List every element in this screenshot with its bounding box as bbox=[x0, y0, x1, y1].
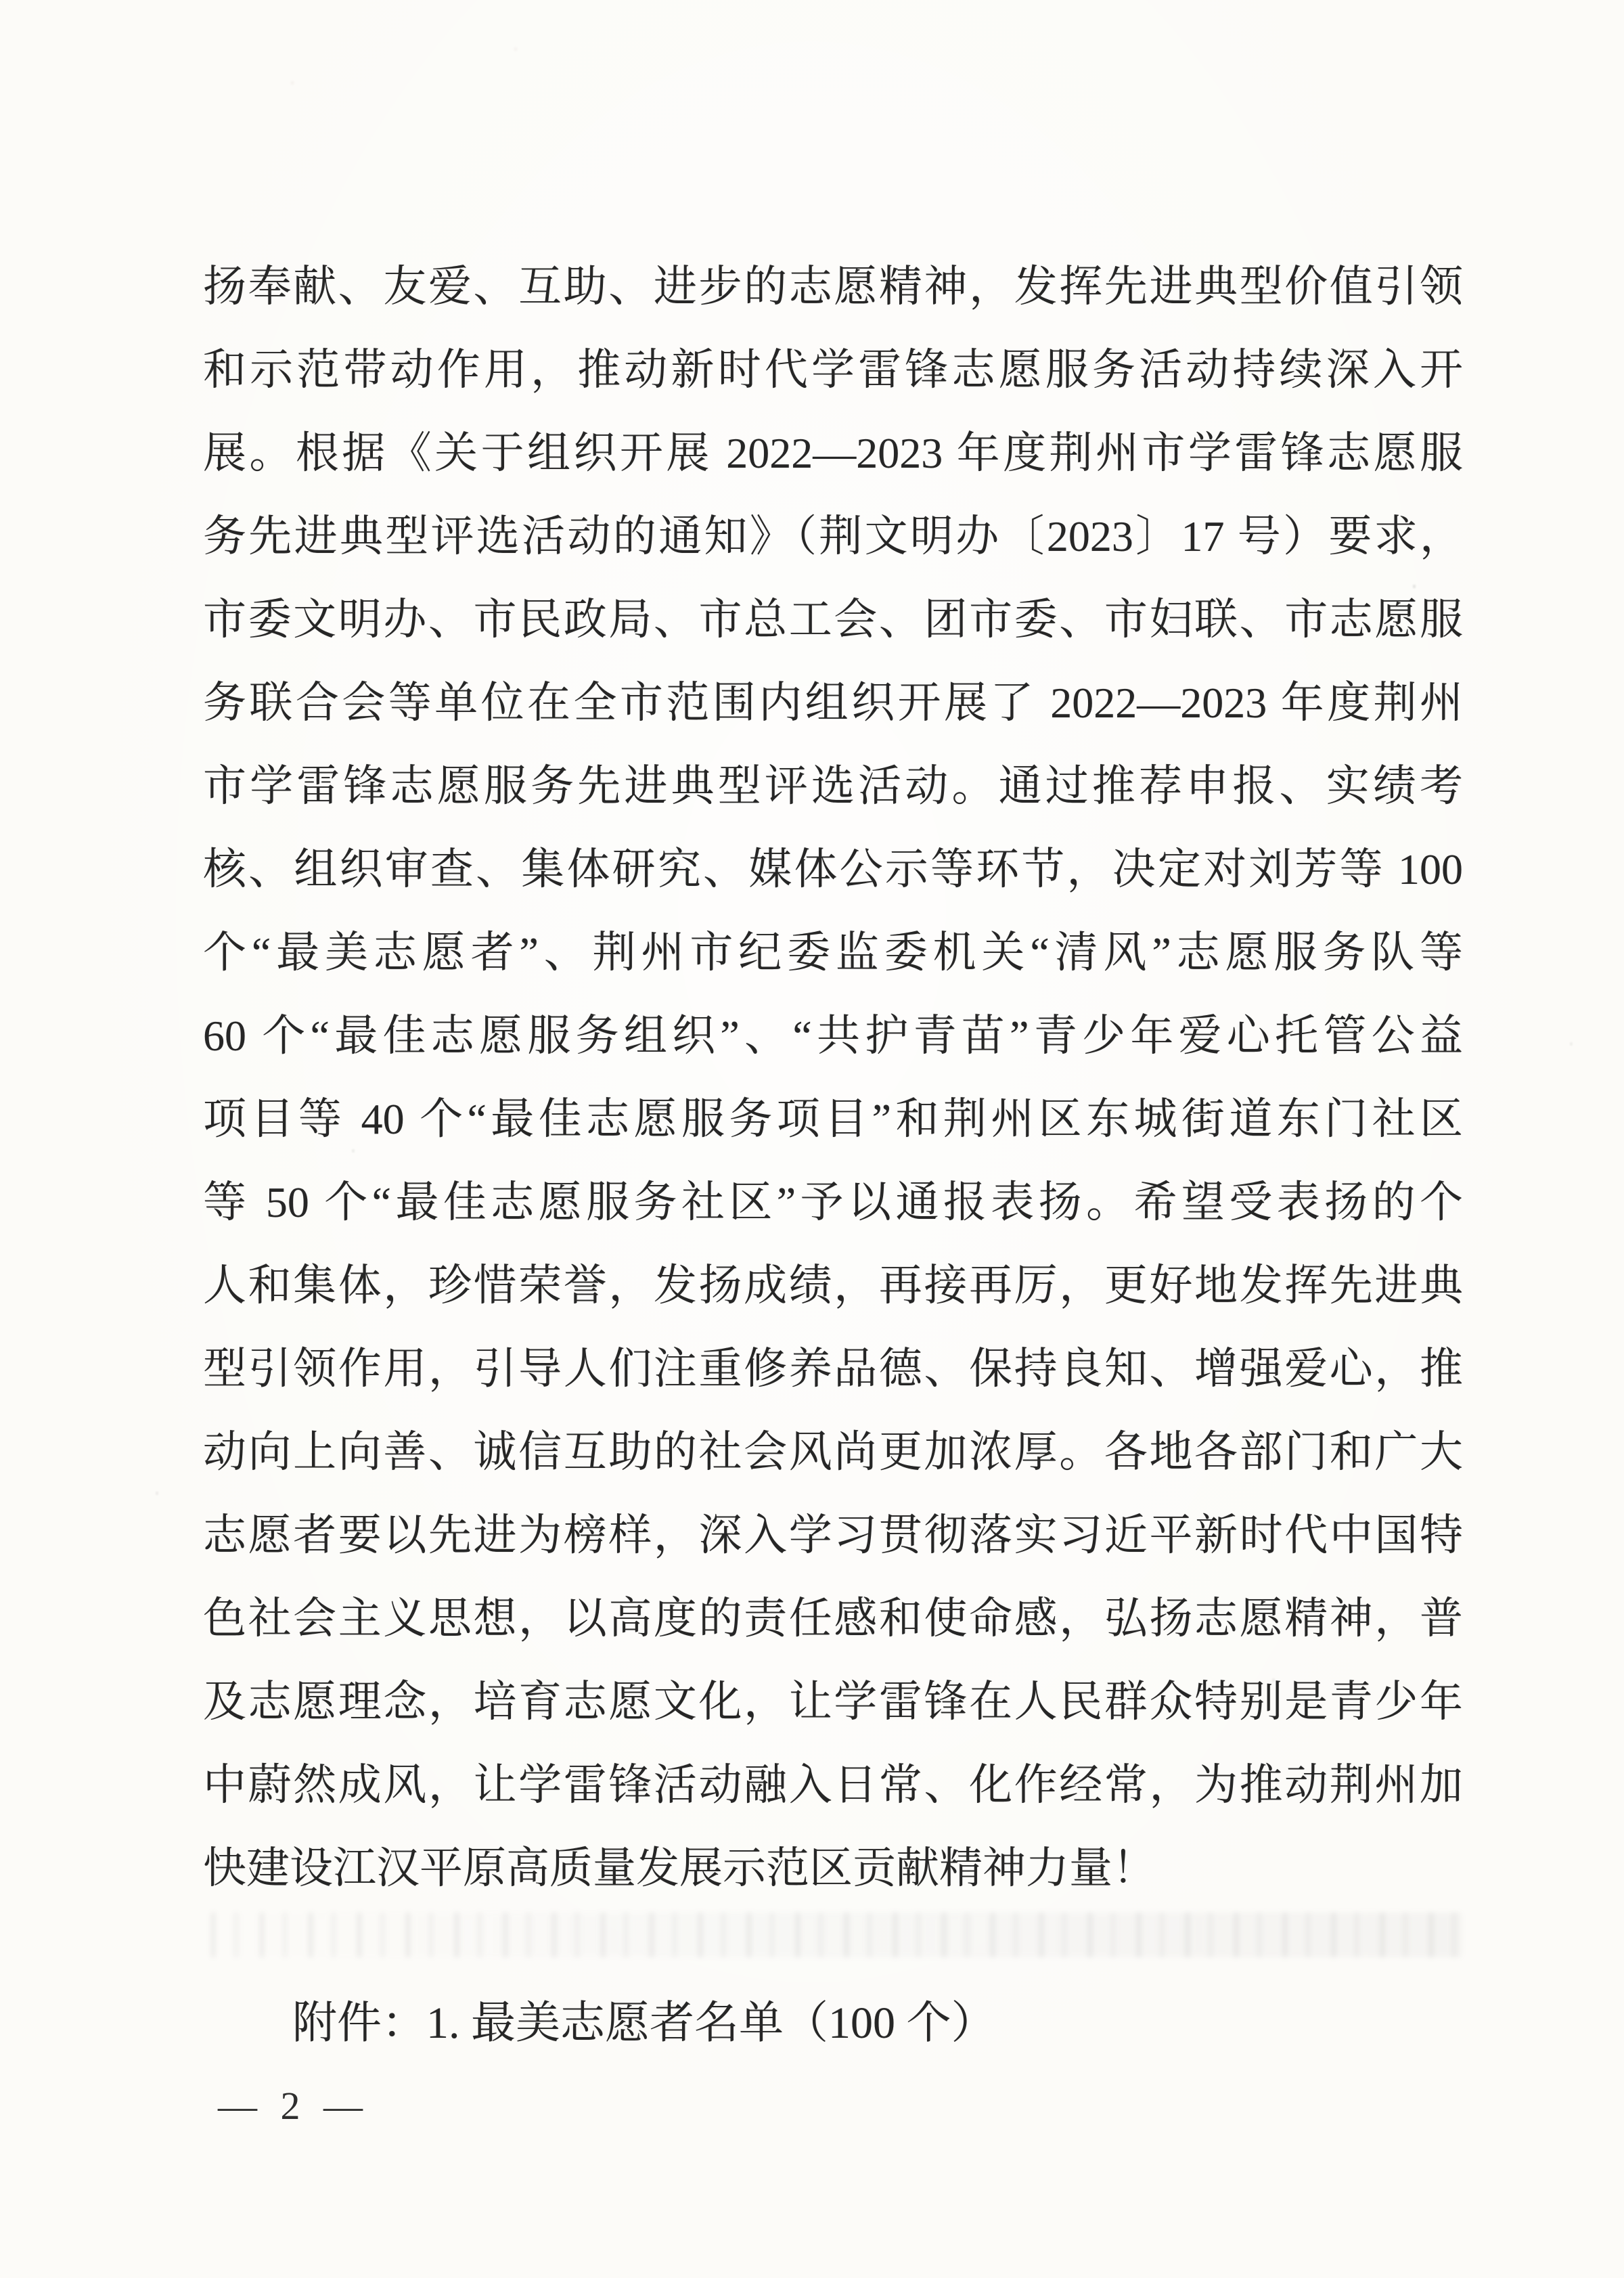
body-line: 志愿者要以先进为榜样，深入学习贯彻落实习近平新时代中国特 bbox=[203, 1511, 1463, 1559]
body-line: 等 50 个“最佳志愿服务社区”予以通报表扬。希望受表扬的个 bbox=[203, 1178, 1463, 1226]
body-line: 务联合会等单位在全市范围内组织开展了 2022—2023 年度荆州 bbox=[203, 679, 1463, 727]
body-line: 展。根据《关于组织开展 2022—2023 年度荆州市学雷锋志愿服 bbox=[203, 429, 1463, 477]
body-line: 核、组织审查、集体研究、媒体公示等环节，决定对刘芳等 100 bbox=[203, 845, 1463, 893]
body-line: 快建设江汉平原高质量发展示范区贡献精神力量！ bbox=[203, 1844, 1156, 1892]
body-line: 中蔚然成风，让学雷锋活动融入日常、化作经常，为推动荆州加 bbox=[203, 1761, 1463, 1809]
body-line: 扬奉献、友爱、互助、进步的志愿精神，发挥先进典型价值引领 bbox=[203, 263, 1463, 311]
body-line: 型引领作用，引导人们注重修养品德、保持良知、增强爱心，推 bbox=[203, 1345, 1463, 1393]
body-line: 项目等 40 个“最佳志愿服务项目”和荆州区东城街道东门社区 bbox=[203, 1095, 1463, 1143]
page-number: — 2 — bbox=[218, 2084, 369, 2128]
body-line: 及志愿理念，培育志愿文化，让学雷锋在人民群众特别是青少年 bbox=[203, 1678, 1463, 1726]
body-line: 动向上向善、诚信互助的社会风尚更加浓厚。各地各部门和广大 bbox=[203, 1428, 1463, 1476]
attachment-note: 附件：1. 最美志愿者名单（100 个） bbox=[292, 1998, 996, 2048]
body-line: 市委文明办、市民政局、市总工会、团市委、市妇联、市志愿服 bbox=[203, 596, 1463, 644]
body-line: 个“最美志愿者”、荆州市纪委监委机关“清风”志愿服务队等 bbox=[203, 929, 1463, 977]
body-line: 务先进典型评选活动的通知》（荆文明办〔2023〕17 号）要求， bbox=[203, 512, 1463, 560]
body-line: 人和集体，珍惜荣誉，发扬成绩，再接再厉，更好地发挥先进典 bbox=[203, 1261, 1463, 1310]
bleed-through-artifact bbox=[211, 1913, 1462, 1957]
body-line: 色社会主义思想，以高度的责任感和使命感，弘扬志愿精神，普 bbox=[203, 1594, 1463, 1643]
body-line: 市学雷锋志愿服务先进典型评选活动。通过推荐申报、实绩考 bbox=[203, 762, 1463, 810]
document-body bbox=[203, 245, 1463, 1910]
body-line: 60 个“最佳志愿服务组织”、“共护青苗”青少年爱心托管公益 bbox=[203, 1012, 1463, 1060]
body-line: 和示范带动作用，推动新时代学雷锋志愿服务活动持续深入开 bbox=[203, 346, 1463, 394]
scan-speckle bbox=[0, 0, 3, 3]
